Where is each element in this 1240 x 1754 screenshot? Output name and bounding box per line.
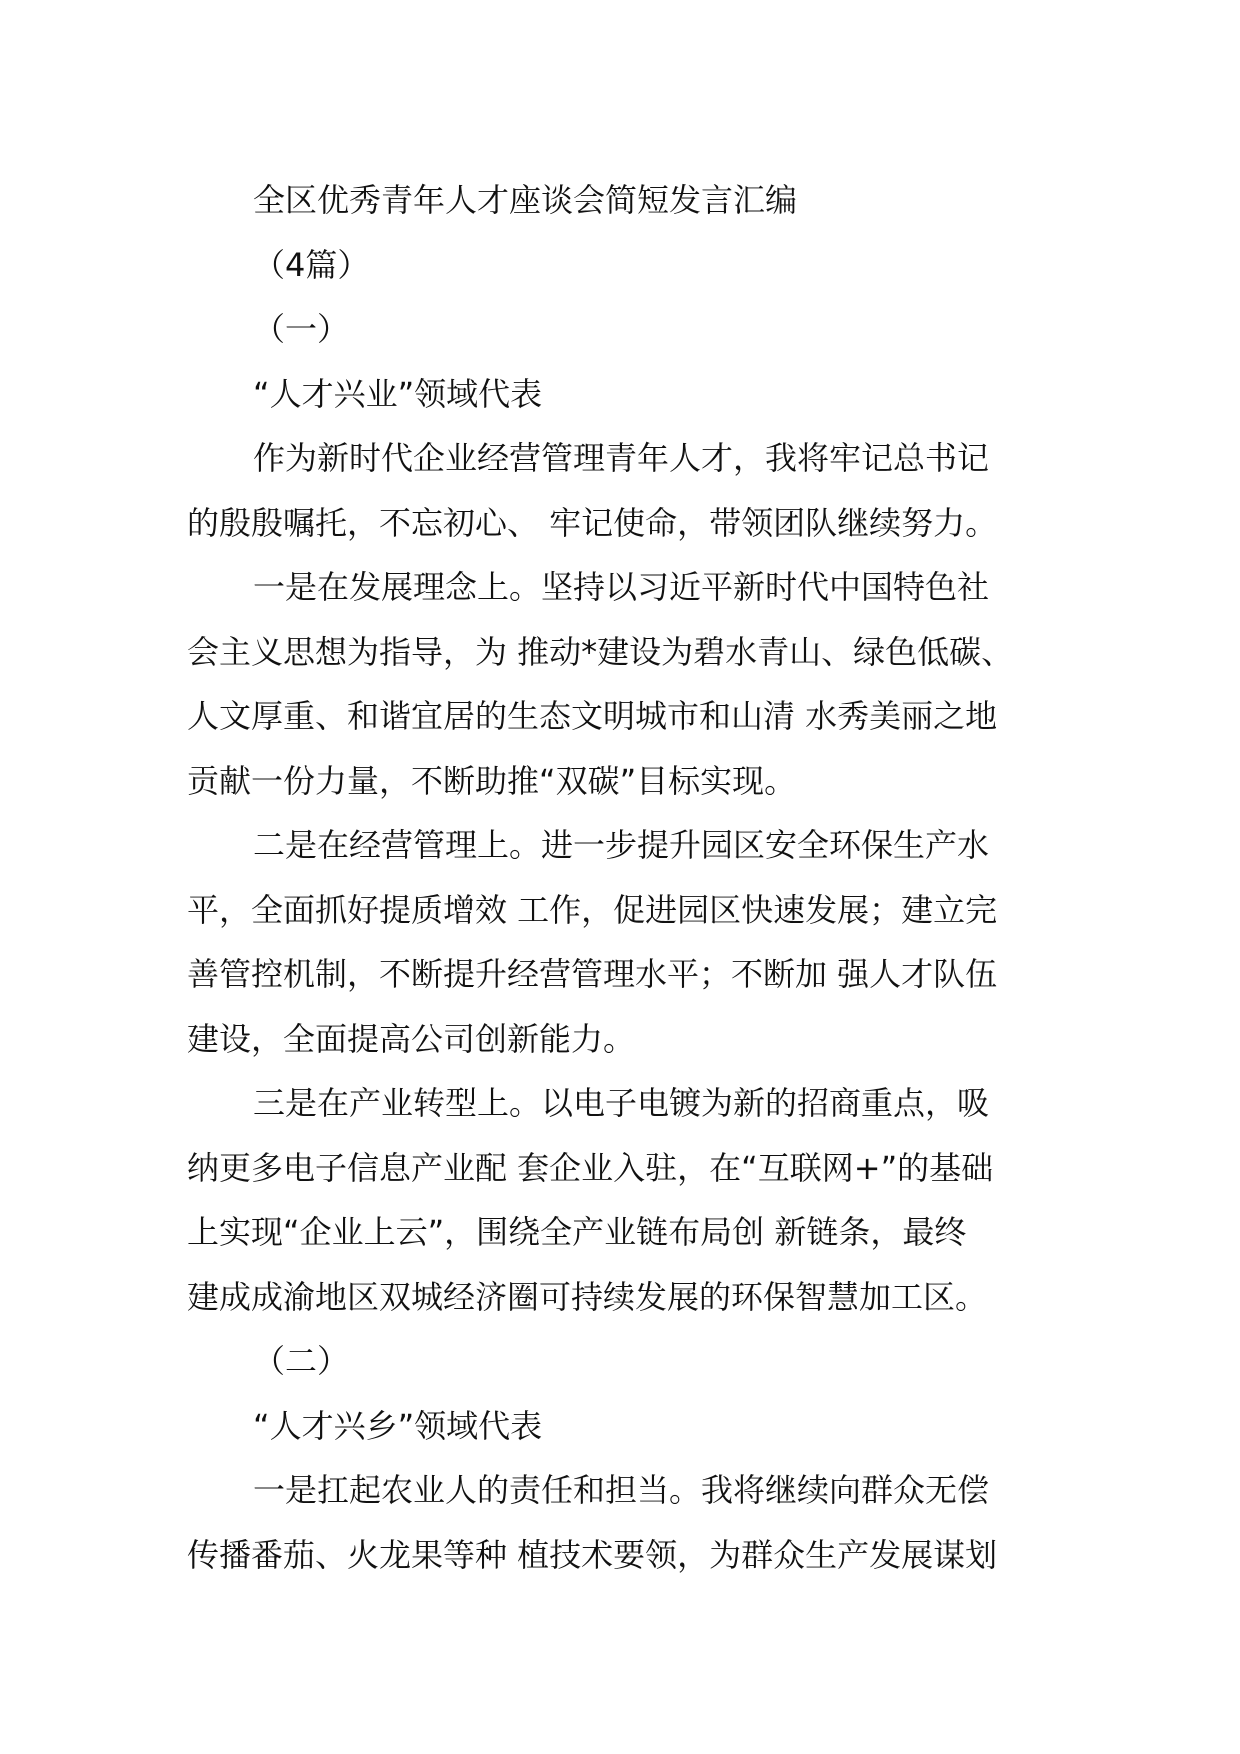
paragraph-line: 二是在经营管理上。进一步提升园区安全环保生产水: [253, 826, 990, 864]
section-heading: “人才兴业”领域代表: [253, 374, 543, 413]
paragraph: [187, 426, 1059, 555]
paragraph: [187, 1458, 1059, 1587]
paragraph-line: 贡献一份力量，不断助推“双碳”目标实现。: [187, 761, 797, 800]
paragraph-line: 的殷殷嘱托，不忘初心、 牢记使命，带领团队继续努力。: [187, 503, 998, 542]
paragraph-line: 人文厚重、和谐宜居的生态文明城市和山清 水秀美丽之地: [187, 697, 998, 735]
paragraph-line: 上实现“企业上云”，围绕全产业链布局创 新链条，最终: [187, 1213, 967, 1251]
paragraph-line: 一是扛起农业人的责任和担当。我将继续向群众无偿: [253, 1471, 990, 1509]
section-number: （一）: [253, 310, 350, 348]
section-heading: “人才兴乡”领域代表: [253, 1406, 543, 1445]
section-number: （二）: [253, 1342, 350, 1380]
paragraph-line: 一是在发展理念上。坚持以习近平新时代中国特色社: [253, 568, 990, 606]
paragraph: [187, 813, 1059, 1071]
paragraph-line: 传播番茄、火龙果等种 植技术要领，为群众生产发展谋划: [187, 1535, 998, 1574]
paragraph-line: 会主义思想为指导，为 推动*建设为碧水青山、绿色低碳、: [187, 632, 1014, 671]
paragraph-line: 建成成渝地区双城经济圈可持续发展的环保智慧加工区。: [187, 1277, 988, 1316]
paragraph: [187, 555, 1059, 813]
paragraph-line: 平，全面抓好提质增效 工作，促进园区快速发展；建立完: [187, 890, 998, 929]
paragraph-line: 纳更多电子信息产业配 套企业入驻，在“互联网+”的基础: [187, 1148, 994, 1187]
paragraph-line: 善管控机制，不断提升经营管理水平；不断加 强人才队伍: [187, 955, 998, 993]
paragraph-line: 三是在产业转型上。以电子电镀为新的招商重点，吸: [253, 1084, 990, 1122]
article-count-note: （4篇）: [253, 245, 370, 284]
paragraph-line: 建设，全面提高公司创新能力。: [187, 1019, 636, 1058]
paragraph: [187, 1071, 1059, 1329]
document-title: 全区优秀青年人才座谈会简短发言汇编: [253, 181, 798, 219]
document-body: [187, 168, 1059, 1587]
paragraph-line: 作为新时代企业经营管理青年人才，我将牢记总书记: [253, 439, 990, 477]
